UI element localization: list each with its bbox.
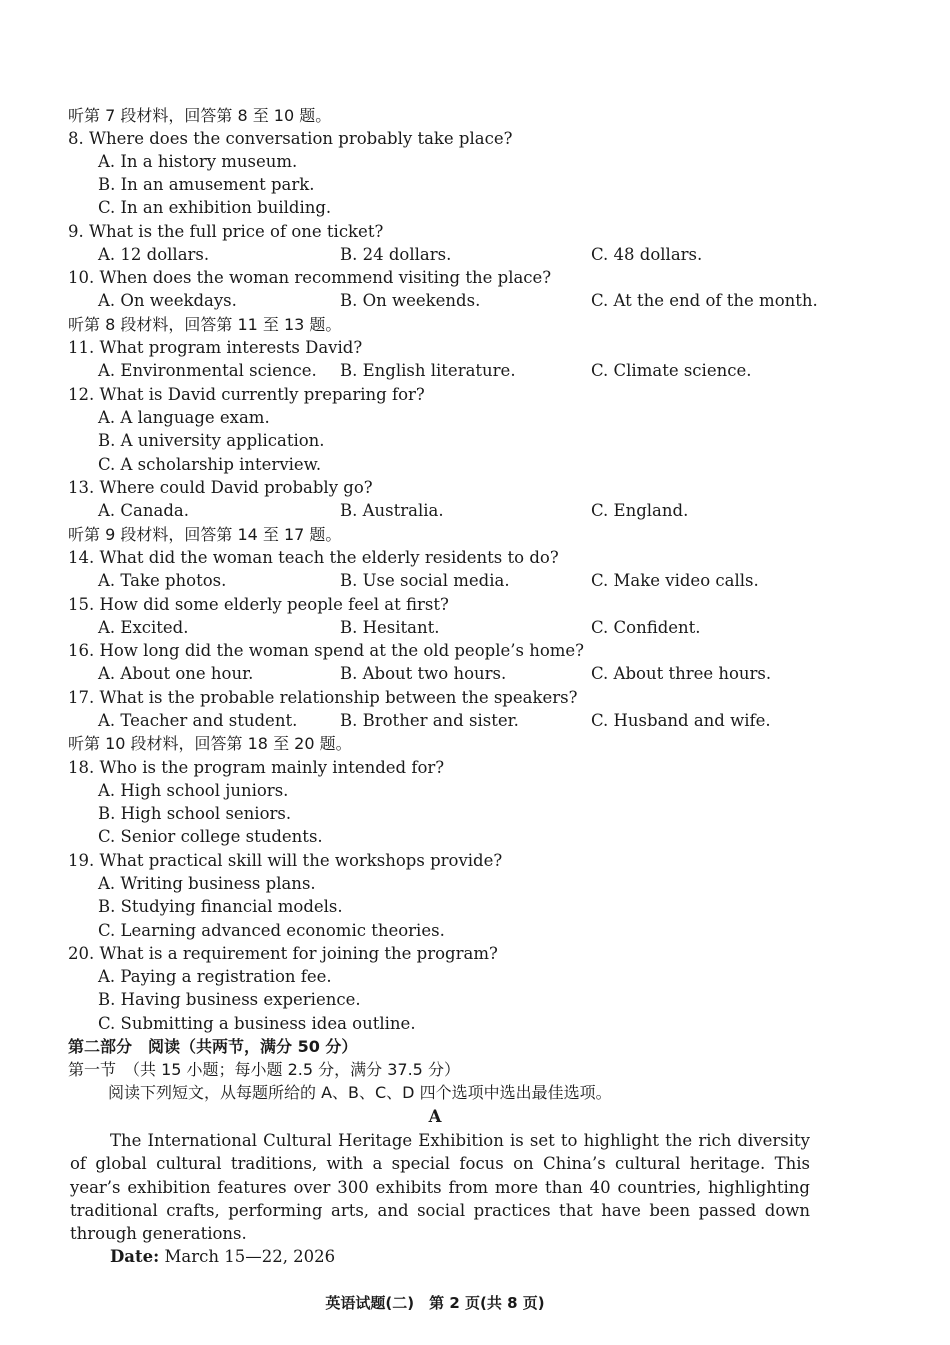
passage-label: A (428, 1107, 442, 1126)
option-a: A. Teacher and student. (98, 711, 298, 730)
option-a: A. Environmental science. (98, 361, 317, 380)
page-footer: 英语试题(二) 第 2 页(共 8 页) (325, 1294, 545, 1312)
option-b: B. A university application. (98, 431, 325, 450)
option-b: B. Use social media. (340, 571, 510, 590)
option-c: C. Husband and wife. (591, 711, 771, 730)
instruction-text: 阅读下列短文，从每题所给的 A、B、C、D 四个选项中选出最佳选项。 (108, 1083, 612, 1102)
option-b: B. Having business experience. (98, 990, 361, 1009)
option-a: A. 12 dollars. (98, 245, 210, 264)
option-b: B. Hesitant. (340, 618, 440, 637)
question-stem: 10. When does the woman recommend visiting the place? (68, 268, 552, 287)
section-header: 听第 8 段材料，回答第 11 至 13 题。 (68, 315, 342, 334)
question-stem: 19. What practical skill will the workshops provide? (68, 851, 503, 870)
option-a: A. In a history museum. (98, 152, 298, 171)
option-c: C. Submitting a business idea outline. (98, 1014, 416, 1033)
option-b: B. About two hours. (340, 664, 507, 683)
section-header: 听第 9 段材料，回答第 14 至 17 题。 (68, 525, 342, 544)
option-a: A. Canada. (98, 501, 189, 520)
question-stem: 13. Where could David probably go? (68, 478, 373, 497)
section-header: 听第 7 段材料，回答第 8 至 10 题。 (68, 106, 332, 125)
part-title: 第二部分 阅读（共两节，满分 50 分） (68, 1037, 358, 1056)
date-label: Date: (110, 1247, 160, 1266)
option-c: C. Confident. (591, 618, 701, 637)
option-c: C. A scholarship interview. (98, 455, 322, 474)
option-b: B. 24 dollars. (340, 245, 452, 264)
option-b: B. On weekends. (340, 291, 481, 310)
option-c: C. 48 dollars. (591, 245, 703, 264)
option-b: B. Brother and sister. (340, 711, 519, 730)
question-stem: 9. What is the full price of one ticket? (68, 222, 384, 241)
option-a: A. High school juniors. (98, 781, 289, 800)
passage-paragraph: The International Cultural Heritage Exhibition is set to highlight the rich diversity of global cultural traditions, with a special focus on China’s cultural heritage. This year’s exhibition features over 300 exhibits from more than 40 countries, highlighting traditional crafts, performing arts, and social practices that have been passed down through generations. (70, 1131, 810, 1244)
option-c: C. Make video calls. (591, 571, 759, 590)
option-c: C. At the end of the month. (591, 291, 818, 310)
question-stem: 15. How did some elderly people feel at first? (68, 595, 449, 614)
date-value: March 15—22, 2026 (164, 1247, 336, 1266)
question-stem: 8. Where does the conversation probably take place? (68, 129, 513, 148)
question-stem: 18. Who is the program mainly intended for? (68, 758, 445, 777)
option-b: B. English literature. (340, 361, 516, 380)
section-header: 听第 10 段材料，回答第 18 至 20 题。 (68, 734, 352, 753)
section-title: 第一节 （共 15 小题；每小题 2.5 分，满分 37.5 分） (68, 1060, 460, 1079)
question-stem: 20. What is a requirement for joining the program? (68, 944, 498, 963)
option-a: A. On weekdays. (98, 291, 237, 310)
option-c: C. In an exhibition building. (98, 198, 332, 217)
date-line (110, 1246, 335, 1268)
option-a: A. About one hour. (98, 664, 254, 683)
option-b: B. In an amusement park. (98, 175, 315, 194)
option-a: A. Excited. (98, 618, 189, 637)
question-stem: 14. What did the woman teach the elderly residents to do? (68, 548, 559, 567)
question-stem: 12. What is David currently preparing for? (68, 385, 425, 404)
question-stem: 17. What is the probable relationship between the speakers? (68, 688, 578, 707)
option-a: A. Take photos. (98, 571, 227, 590)
option-c: C. Learning advanced economic theories. (98, 921, 445, 940)
question-stem: 16. How long did the woman spend at the old people’s home? (68, 641, 585, 660)
question-stem: 11. What program interests David? (68, 338, 363, 357)
option-c: C. England. (591, 501, 689, 520)
option-c: C. About three hours. (591, 664, 772, 683)
option-c: C. Climate science. (591, 361, 752, 380)
option-b: B. High school seniors. (98, 804, 292, 823)
option-a: A. Writing business plans. (98, 874, 316, 893)
option-a: A. Paying a registration fee. (98, 967, 332, 986)
option-c: C. Senior college students. (98, 827, 323, 846)
option-b: B. Australia. (340, 501, 444, 520)
option-a: A. A language exam. (98, 408, 270, 427)
option-b: B. Studying financial models. (98, 897, 343, 916)
